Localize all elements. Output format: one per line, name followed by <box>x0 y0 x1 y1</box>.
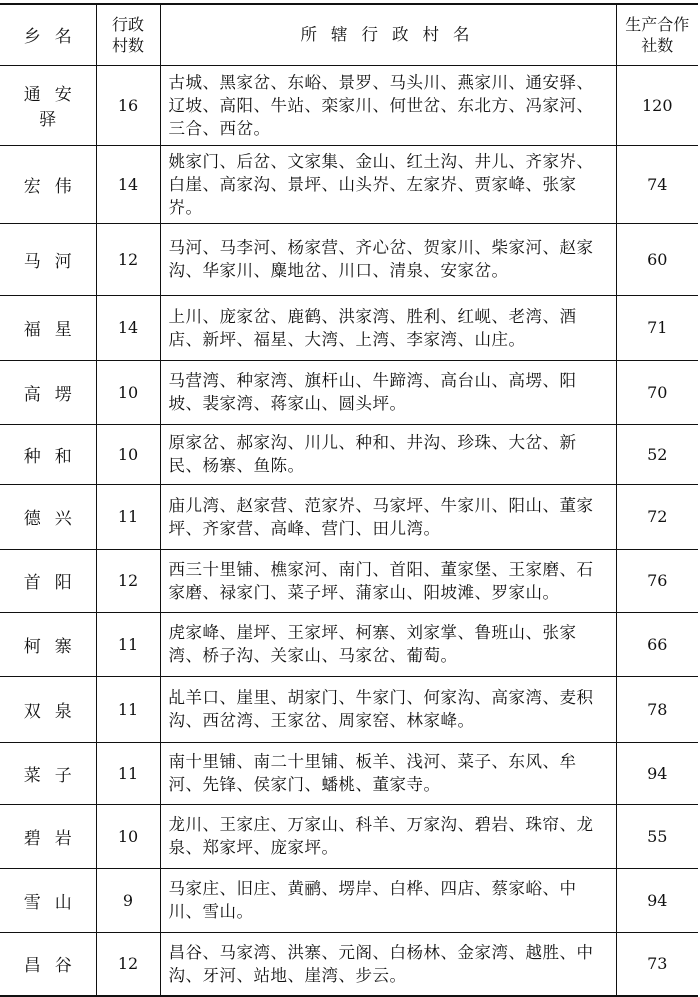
table-row <box>0 612 698 676</box>
village-list: 昌谷、马家湾、洪寨、元阁、白杨林、金家湾、越胜、中沟、牙河、站地、崖湾、步云。 <box>160 932 616 996</box>
table-row <box>0 223 698 295</box>
table-row <box>0 676 698 742</box>
town-name: 宏伟 <box>0 145 96 223</box>
town-name: 福星 <box>0 295 96 360</box>
village-count: 11 <box>96 742 160 804</box>
town-name: 菜子 <box>0 742 96 804</box>
table-row <box>0 868 698 932</box>
table-row <box>0 145 698 223</box>
header-village-count: 行政村数 <box>96 4 160 65</box>
table-row <box>0 804 698 868</box>
village-list: 西三十里铺、樵家河、南门、首阳、董家堡、王家磨、石家磨、禄家门、菜子坪、蒲家山、阳坡滩、罗家山。 <box>160 549 616 612</box>
village-count: 9 <box>96 868 160 932</box>
coop-count: 74 <box>616 145 698 223</box>
village-list: 原家岔、郝家沟、川儿、种和、井沟、珍珠、大岔、新民、杨寨、鱼陈。 <box>160 424 616 484</box>
village-list: 虎家𡶶、崖坪、王家坪、柯寨、刘家掌、鲁班山、张家湾、桥子沟、关家山、马家岔、葡萄。 <box>160 612 616 676</box>
coop-count: 55 <box>616 804 698 868</box>
table-row <box>0 424 698 484</box>
town-name: 碧岩 <box>0 804 96 868</box>
coop-count: 52 <box>616 424 698 484</box>
table-row <box>0 484 698 549</box>
village-count: 11 <box>96 612 160 676</box>
village-list: 马营湾、种家湾、旗杆山、牛蹄湾、高台山、高塄、阳坡、裴家湾、蒋家山、圆头坪。 <box>160 360 616 424</box>
village-count: 10 <box>96 804 160 868</box>
village-list: 上川、庞家岔、鹿鹤、洪家湾、胜利、红岘、老湾、酒店、新坪、福星、大湾、上湾、李家湾、山庄。 <box>160 295 616 360</box>
table-row <box>0 932 698 996</box>
header-coop-count: 生产合作社数 <box>616 4 698 65</box>
village-list: 姚家门、后岔、文家集、金山、红土沟、井儿、齐家岕、白崖、高家沟、景坪、山头岕、左家岕、贾家𡶶、张家岕。 <box>160 145 616 223</box>
village-count: 14 <box>96 295 160 360</box>
coop-count: 66 <box>616 612 698 676</box>
town-name: 昌谷 <box>0 932 96 996</box>
table-row <box>0 65 698 145</box>
coop-count: 71 <box>616 295 698 360</box>
village-count: 12 <box>96 932 160 996</box>
village-table <box>0 3 698 997</box>
table-row <box>0 360 698 424</box>
village-count: 10 <box>96 360 160 424</box>
town-name: 首阳 <box>0 549 96 612</box>
coop-count: 78 <box>616 676 698 742</box>
village-list: 庙儿湾、赵家营、范家岕、马家坪、牛家川、阳山、董家坪、齐家营、高峰、营门、田儿湾。 <box>160 484 616 549</box>
table-row <box>0 742 698 804</box>
coop-count: 60 <box>616 223 698 295</box>
town-name: 雪山 <box>0 868 96 932</box>
table-row <box>0 549 698 612</box>
village-list: 马河、马李河、杨家营、齐心岔、贺家川、柴家河、赵家沟、华家川、麋地岔、川口、清泉、安家岔。 <box>160 223 616 295</box>
coop-count: 76 <box>616 549 698 612</box>
village-count: 10 <box>96 424 160 484</box>
coop-count: 73 <box>616 932 698 996</box>
coop-count: 94 <box>616 868 698 932</box>
coop-count: 70 <box>616 360 698 424</box>
header-town: 乡名 <box>0 4 96 65</box>
village-count: 12 <box>96 549 160 612</box>
town-name: 双泉 <box>0 676 96 742</box>
village-count: 11 <box>96 676 160 742</box>
village-list: 南十里铺、南二十里铺、板羊、浅河、菜子、东风、牟河、先锋、侯家门、蟠桃、董家寺。 <box>160 742 616 804</box>
village-count: 16 <box>96 65 160 145</box>
coop-count: 120 <box>616 65 698 145</box>
town-name: 德兴 <box>0 484 96 549</box>
town-name: 高塄 <box>0 360 96 424</box>
village-count: 12 <box>96 223 160 295</box>
table-row <box>0 295 698 360</box>
header-row <box>0 4 698 65</box>
coop-count: 94 <box>616 742 698 804</box>
coop-count: 72 <box>616 484 698 549</box>
town-name: 通安驿 <box>0 65 96 145</box>
village-list: 乩羊口、崖里、胡家门、牛家门、何家沟、高家湾、麦积沟、西岔湾、王家岔、周家窑、林家𡶶。 <box>160 676 616 742</box>
village-list: 古城、黑家岔、东峪、景罗、马头川、燕家川、通安驿、辽坡、高阳、牛站、栾家川、何世岔、东北方、冯家河、三合、西岔。 <box>160 65 616 145</box>
village-count: 11 <box>96 484 160 549</box>
town-name: 柯寨 <box>0 612 96 676</box>
village-count: 14 <box>96 145 160 223</box>
village-list: 马家庄、旧庄、黄鹂、塄岸、白桦、四店、蔡家峪、中川、雪山。 <box>160 868 616 932</box>
town-name: 种和 <box>0 424 96 484</box>
town-name: 马河 <box>0 223 96 295</box>
village-list: 龙川、王家庄、万家山、科羊、万家沟、碧岩、珠帘、龙泉、郑家坪、庞家坪。 <box>160 804 616 868</box>
header-villages: 所辖行政村名 <box>160 4 616 65</box>
